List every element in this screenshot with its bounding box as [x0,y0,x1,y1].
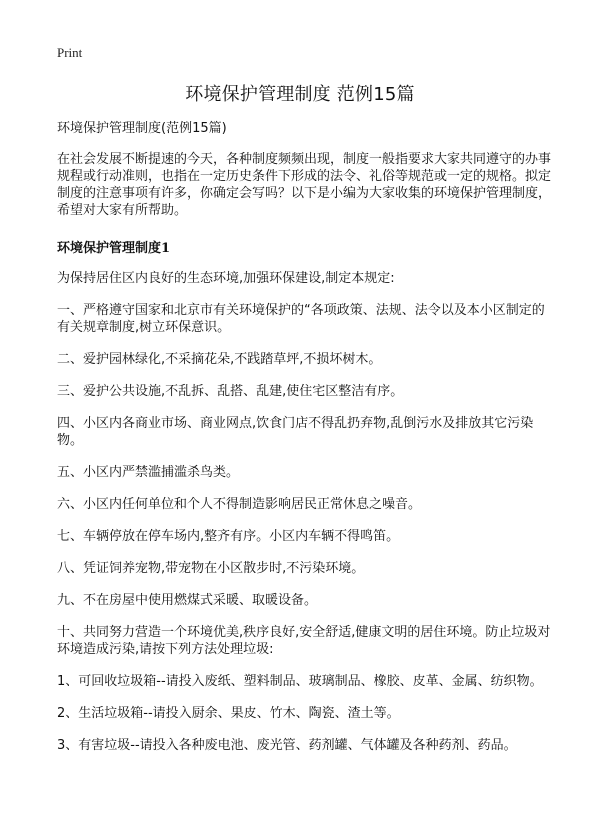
paragraph: 五、小区内严禁滥捕滥杀鸟类。 [57,465,240,480]
intro-paragraph: 在社会发展不断提速的今天，各种制度频频出现，制度一般指要求大家共同遵守的办事规程或行动准则，也指在一定历史条件下形成的法令、礼俗等规范或一定的规格。拟定制度的注意事项有许多，你确定会写吗？以下是小编为大家收集的环境保护管理制度，希望对大家有所帮助。 [57,152,552,218]
paragraph: 八、凭证饲养宠物,带宠物在小区散步时,不污染环境。 [57,561,365,576]
paragraph: 一、严格遵守国家和北京市有关环境保护的“各项政策、法规、法令以及本小区制定的有关规章制度,树立环保意识。 [57,303,545,335]
paragraph: 四、小区内各商业市场、商业网点,饮食门店不得乱扔弃物,乱倒污水及排放其它污染物。 [57,416,534,448]
section-heading: 环境保护管理制度1 [57,241,171,256]
paragraph: 十、共同努力营造一个环境优美,秩序良好,安全舒适,健康文明的居住环境。防止垃圾对环境造成污染,请按下列方法处理垃圾: [57,625,551,657]
paragraph: 二、爱护园林绿化,不采摘花朵,不践踏草坪,不损坏树木。 [57,352,382,367]
page-title: 环境保护管理制度 范例15篇 [185,84,415,105]
document-body [57,120,557,769]
paragraph: 3、有害垃圾--请投入各种废电池、废光管、药剂罐、气体罐及各种药剂、药品。 [57,738,517,753]
paragraph: 七、车辆停放在停车场内,整齐有序。小区内车辆不得鸣笛。 [57,529,400,544]
paragraph: 1、可回收垃圾箱--请投入废纸、塑料制品、玻璃制品、橡胶、皮革、金属、纺织物。 [57,674,543,689]
paragraph: 六、小区内任何单位和个人不得制造影响居民正常休息之噪音。 [57,497,422,512]
paragraph: 为保持居住区内良好的生态环境,加强环保建设,制定本规定: [57,271,395,286]
paragraph: 九、不在房屋中使用燃煤式采暖、取暖设备。 [57,593,318,608]
print-link[interactable]: Print [57,45,83,60]
document-subtitle: 环境保护管理制度(范例15篇) [57,121,227,136]
paragraph: 2、生活垃圾箱--请投入厨余、果皮、竹木、陶瓷、渣土等。 [57,706,400,721]
paragraph: 三、爱护公共设施,不乱拆、乱搭、乱建,使住宅区整洁有序。 [57,384,404,399]
